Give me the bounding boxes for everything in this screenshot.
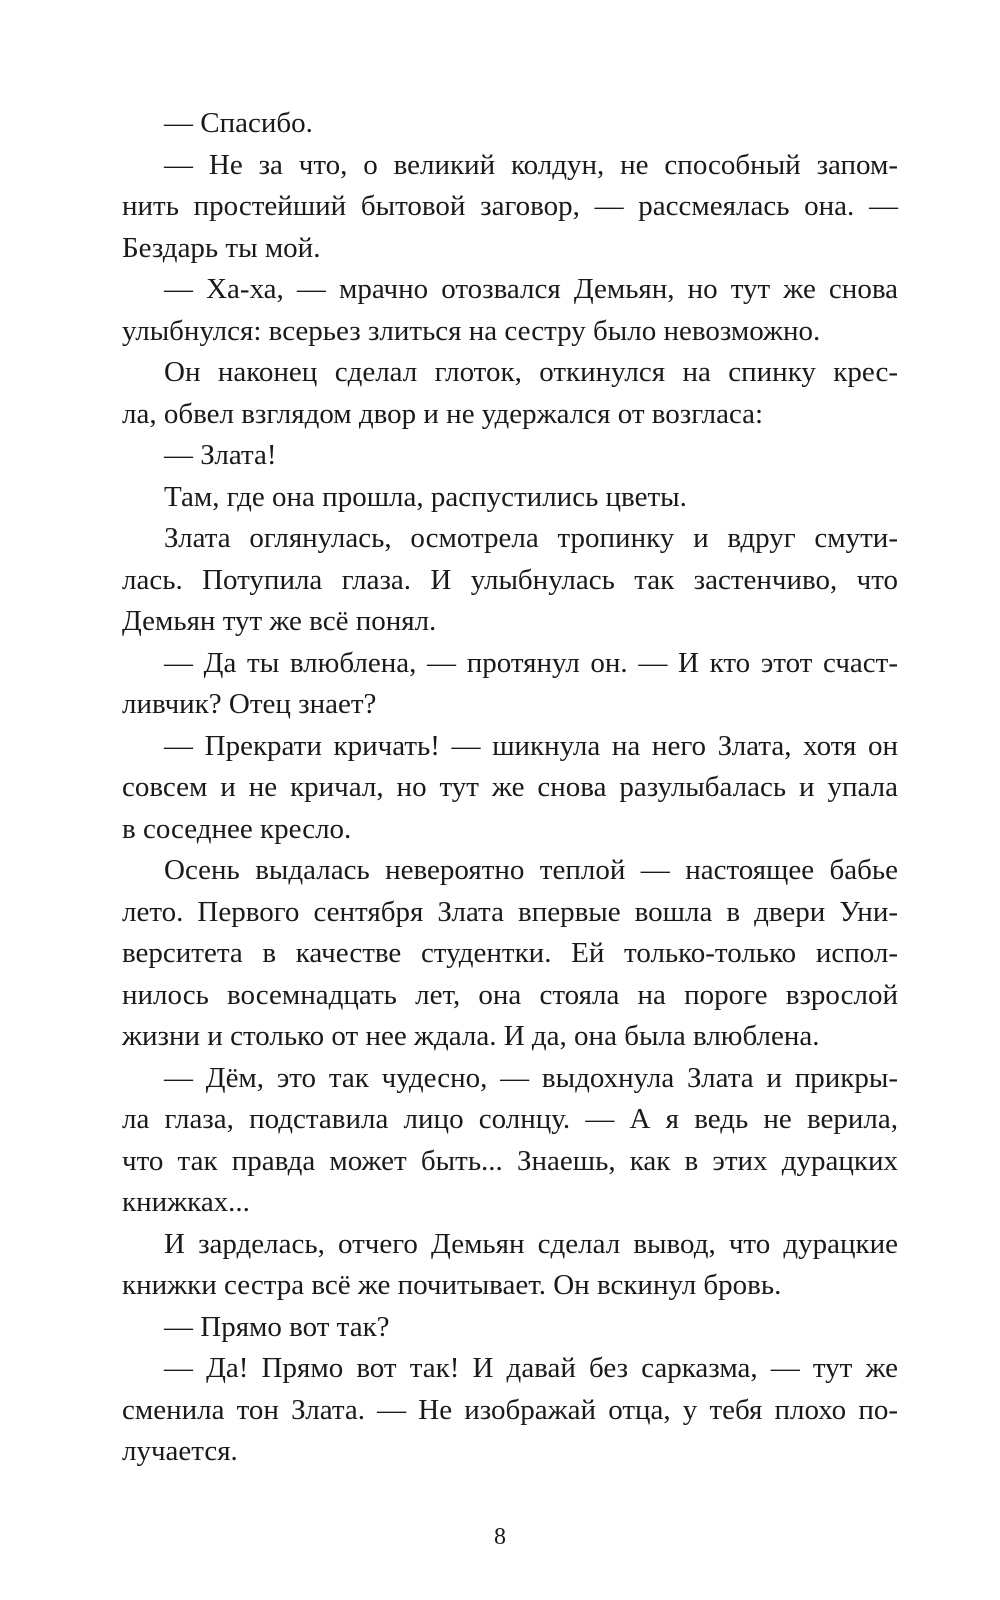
text-line: — Не за что, о великий колдун, не способный запом- (164, 148, 898, 181)
text-line: лето. Первого сентября Злата впервые вошла в двери Уни- (122, 895, 898, 928)
text-line: — Прекрати кричать! — шикнула на него Злата, хотя он (164, 729, 898, 762)
text-line: ла, обвел взглядом двор и не удержался от возгласа: (122, 397, 764, 430)
text-line: нилось восемнадцать лет, она стояла на пороге взрослой (122, 978, 898, 1011)
text-line: книжках... (122, 1186, 250, 1218)
text-line: — Дём, это так чудесно, — выдохнула Злата и прикры- (164, 1061, 898, 1094)
text-line: верситета в качестве студентки. Ей только-только испол- (122, 937, 898, 969)
text-line: книжки сестра всё же почитывает. Он вскинул бровь. (122, 1269, 782, 1301)
text-line: сменила тон Злата. — Не изображай отца, у тебя плохо по- (122, 1393, 898, 1426)
text-line: — Да ты влюблена, — протянул он. — И кто этот счаст- (164, 646, 898, 679)
text-line: — Ха-ха, — мрачно отозвался Демьян, но тут же снова (164, 273, 898, 305)
text-line: Там, где она прошла, распустились цветы. (164, 480, 687, 513)
text-line: ливчик? Отец знает? (122, 688, 377, 720)
text-line: Осень выдалась невероятно теплой — настоящее бабье (164, 854, 898, 886)
text-line: совсем и не кричал, но тут же снова разулыбалась и упала (122, 771, 898, 803)
text-line: лась. Потупила глаза. И улыбнулась так застенчиво, что (122, 563, 898, 596)
text-line: — Злата! (164, 439, 277, 471)
text-line: И зарделась, отчего Демьян сделал вывод, что дурацкие (164, 1227, 898, 1260)
text-line: — Да! Прямо вот так! И давай без сарказма, — тут же (164, 1352, 898, 1384)
text-line: Бездарь ты мой. (122, 231, 321, 264)
text-line: ла глаза, подставила лицо солнцу. — А я ведь не верила, (122, 1103, 898, 1135)
text-line: Злата оглянулась, осмотрела тропинку и вдруг смути- (164, 522, 898, 554)
page-number: 8 (494, 1524, 506, 1550)
text-line: улыбнулся: всерьез злиться на сестру было невозможно. (122, 314, 821, 347)
text-line: — Спасибо. (164, 107, 313, 139)
text-line: Он наконец сделал глоток, откинулся на спинку крес- (164, 356, 898, 388)
text-line: что так правда может быть... Знаешь, как в этих дурацких (122, 1144, 898, 1177)
text-line: нить простейший бытовой заговор, — рассмеялась она. — (122, 190, 898, 222)
text-line: Демьян тут же всё понял. (122, 605, 437, 637)
text-line: в соседнее кресло. (122, 812, 352, 845)
text-line: — Прямо вот так? (164, 1310, 390, 1343)
body-text (122, 103, 898, 1473)
text-line: жизни и столько от нее ждала. И да, она была влюблена. (122, 1020, 820, 1052)
text-line: лучается. (122, 1435, 238, 1467)
